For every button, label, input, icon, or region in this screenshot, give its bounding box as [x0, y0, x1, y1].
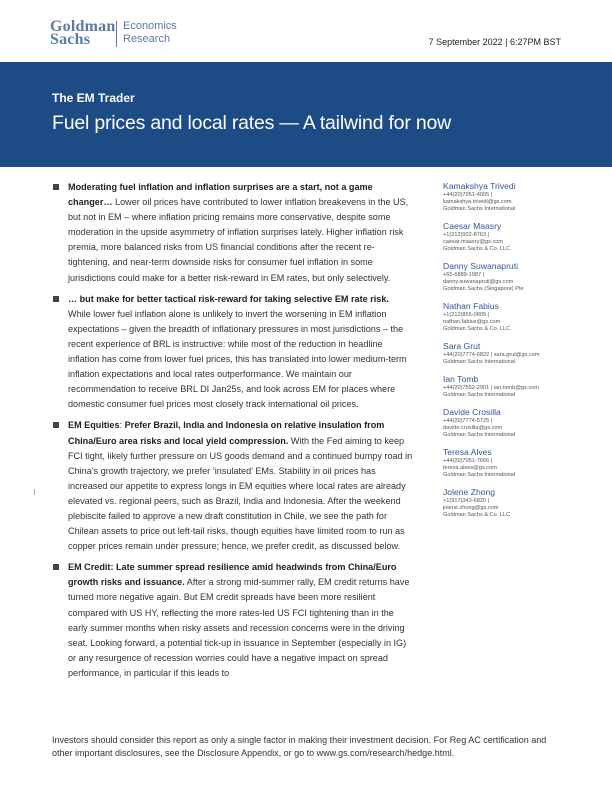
author-phone: +1(917)343-6820 |: [443, 498, 490, 504]
author-name: Caesar Maasry: [443, 221, 502, 231]
bullet-lead-continued: Prefer Brazil, India and Indonesia on relative insulation from China/Euro area risks and local yield compression.: [68, 420, 385, 446]
author-phone: +1(212)902-8763 |: [443, 232, 490, 238]
author-name: Danny Suwanapruti: [443, 261, 519, 271]
author-entry: [443, 407, 573, 439]
author-name: Nathan Fabius: [443, 301, 499, 311]
bullet-lead: Moderating fuel inflation and inflation surprises are a start, not a game changer…: [68, 182, 373, 208]
bullet-lead-separator: :: [119, 420, 125, 431]
bullet-body: With the Fed aiming to keep FCI tight, likely further pressure on US goods demand and a continued bumpy road in China’s growth trajectory, we prefer ‘insulated’ EMs. Stability in oil prices has increased our appetite to express longs in EM equities where local rates are already elevated vs. regional peers, such as Brazil, India and Indonesia. After the weekend plebiscite failed to approve a new draft constitution in Chile, we see the path for Chilean assets to price out left-tail risks, though equities have limited room to run as copper prices remain under pressure; hence, we prefer credit, as discussed below.: [68, 435, 413, 552]
author-sidebar: [443, 181, 573, 527]
author-entry: [443, 374, 573, 399]
author-entry: [443, 447, 573, 479]
author-firm: Goldman Sachs & Co. LLC: [443, 246, 511, 252]
bullet-square-icon: [53, 296, 59, 302]
logo-subtitle: [123, 20, 177, 46]
author-firm: Goldman Sachs (Singapore) Pte: [443, 286, 524, 292]
author-email[interactable]: jolene.zhong@gs.com: [443, 505, 499, 511]
bullet-body: Lower oil prices have contributed to lower inflation breakevens in the US, but not in EM – where inflation pricing remains more conservative, despite some moderation in the upside asymmetry of inflation surprises lately. Higher inflation risk premia, more balanced risks from US financial conditions after the recent re-tightening, and near-term downside risks for consumer fuel inflation in some jurisdictions could make for a better risk-reward in EM rates, but only selectively.: [68, 197, 409, 283]
bullet-square-icon: [53, 184, 59, 190]
goldman-sachs-logo: [50, 18, 177, 48]
bullet-body: While lower fuel inflation alone is unlikely to invert the worsening in EM inflation expectations – given the breadth of inflationary pressures in most jurisdictions – the recent experience of BRL is instructive: while most of the reduction in headline inflation has come from lower fuel prices, this has translated into lower medium-term inflation expectations and local rates outperformance. We maintain our recommendation to receive BRL DI Jan25s, and look across EM for places where domestic consumer fuel prices most closely track international oil prices.: [68, 308, 407, 410]
disclosure-footer: Investors should consider this report as only a single factor in making their investment decision. For Reg AC certification and other important disclosures, see the Disclosure Appendix, or go to www.gs.com/research/hedge.html.: [52, 735, 547, 758]
author-email[interactable]: caesar.maasry@gs.com: [443, 239, 504, 245]
author-firm: Goldman Sachs International: [443, 472, 516, 478]
bullet-lead: EM Equities: [68, 420, 120, 431]
author-email[interactable]: davide.crosilla@gs.com: [443, 425, 503, 431]
author-entry: [443, 487, 573, 519]
logo-divider: [116, 21, 117, 47]
author-firm: Goldman Sachs International: [443, 359, 516, 365]
bullet-point: [52, 292, 414, 413]
author-firm: Goldman Sachs & Co. LLC: [443, 512, 511, 518]
author-phone: +65-6889-1987 |: [443, 272, 485, 278]
page-header: [0, 0, 612, 62]
author-phone: +44(20)7051-7666 |: [443, 458, 493, 464]
author-phone: +1(212)855-0805 |: [443, 312, 490, 318]
author-firm: Goldman Sachs International: [443, 206, 516, 212]
margin-mark: [34, 489, 35, 495]
series-name: The EM Trader: [52, 91, 135, 105]
author-name: Teresa Alves: [443, 447, 492, 457]
logo-subtitle-line-2: Research: [123, 33, 171, 45]
bullet-square-icon: [53, 422, 59, 428]
author-phone: +44(20)7051-4005 |: [443, 192, 493, 198]
author-entry: [443, 181, 573, 213]
author-name: Kamakshya Trivedi: [443, 181, 516, 191]
author-email[interactable]: nathan.fabius@gs.com: [443, 319, 501, 325]
author-entry: [443, 221, 573, 253]
author-name: Jolene Zhong: [443, 487, 496, 497]
author-phone: +44(20)7774-5725 |: [443, 418, 493, 424]
author-name: Ian Tomb: [443, 374, 479, 384]
author-phone-email[interactable]: +44(20)7552-2901 | ian.tomb@gs.com: [443, 385, 539, 391]
logo-subtitle-line-1: Economics: [123, 20, 177, 32]
logo-line-1: Goldman: [50, 18, 116, 35]
author-firm: Goldman Sachs International: [443, 392, 516, 398]
author-email[interactable]: teresa.alves@gs.com: [443, 465, 497, 471]
bullet-body: After a strong mid-summer rally, EM credit returns have turned more negative again. But EM credit spreads have been more resilient compared with US HY, reflecting the more rates-led US FCI tightening than in the early summer months when risky assets and recession concerns were in the driving seat. Looking forward, a potential tick-up in issuance in September (especially in IG) or any resurgence of recession worries could have a negative impact on spread performance, in particular if this leads to: [68, 577, 410, 678]
author-phone-email[interactable]: +44(20)7774-6822 | sara.grut@gs.com: [443, 352, 540, 358]
main-content: [52, 180, 414, 687]
author-email[interactable]: kamakshya.trivedi@gs.com: [443, 199, 512, 205]
bullet-point: [52, 418, 414, 554]
logo-line-2: Sachs: [50, 31, 91, 48]
bullet-point: [52, 560, 414, 681]
author-firm: Goldman Sachs & Co. LLC: [443, 326, 511, 332]
bullet-square-icon: [53, 564, 59, 570]
author-entry: [443, 301, 573, 333]
author-name: Sara Grut: [443, 341, 481, 351]
bullet-point: [52, 180, 414, 286]
author-firm: Goldman Sachs International: [443, 432, 516, 438]
report-title: Fuel prices and local rates — A tailwind for now: [52, 112, 452, 134]
bullet-lead: … but make for better tactical risk-reward for taking selective EM rate risk.: [68, 293, 389, 304]
bullet-lead: EM Credit: Late summer spread resilience amid headwinds from China/Euro growth risks and issuance.: [68, 562, 397, 588]
publication-date: 7 September 2022 | 6:27PM BST: [428, 37, 561, 47]
author-entry: [443, 341, 573, 366]
author-email[interactable]: danny.suwanapruti@gs.com: [443, 279, 514, 285]
author-entry: [443, 261, 573, 293]
title-banner: [0, 62, 612, 167]
author-name: Davide Crosilla: [443, 407, 501, 417]
